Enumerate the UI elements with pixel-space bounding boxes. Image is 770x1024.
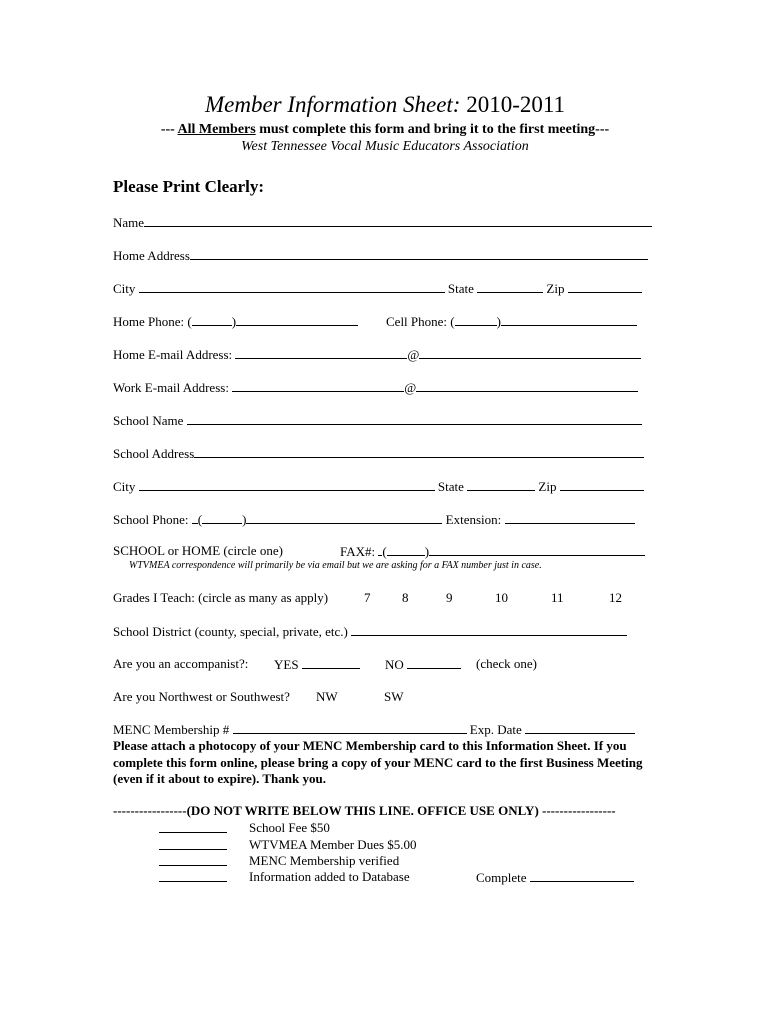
accompanist-no-field[interactable] [407, 656, 461, 669]
city-label: City [113, 281, 136, 296]
menc-label: MENC Membership # [113, 722, 230, 737]
home-email-user-field[interactable] [235, 346, 407, 359]
state-label: State [447, 281, 474, 296]
section-heading: Please Print Clearly: [113, 177, 265, 196]
check-one-note: (check one) [476, 656, 537, 671]
school-state-field[interactable] [467, 478, 535, 491]
fax-area-open: ( [382, 544, 387, 559]
school-phone-row [113, 511, 635, 527]
fax-number-field[interactable] [429, 543, 645, 556]
school-name-label: School Name [113, 413, 184, 428]
menc-instructions: Please attach a photocopy of your MENC Membership card to this Information Sheet. If you complete this form online, please bring a copy of your MENC card to the first Business Meeting (even if it about to expire). Thank you. [113, 738, 643, 786]
school-name-row [113, 412, 642, 428]
home-address-row [113, 247, 648, 263]
form-title-year: 2010-2011 [460, 92, 566, 117]
home-phone-number-field[interactable] [236, 313, 358, 326]
region-question: Are you Northwest or Southwest? [113, 689, 290, 704]
region-option-sw[interactable]: SW [384, 689, 404, 704]
name-field[interactable] [144, 214, 652, 227]
school-name-field[interactable] [187, 412, 642, 425]
accompanist-yes-field[interactable] [302, 656, 360, 669]
home-phone-area-close: ) [231, 314, 237, 329]
school-zip-field[interactable] [560, 478, 644, 491]
cell-phone-number-field[interactable] [501, 313, 637, 326]
instr-prefix: --- [160, 122, 178, 137]
school-city-state-zip-row [113, 478, 644, 494]
state-field[interactable] [477, 280, 543, 293]
office-item-blank[interactable] [159, 853, 227, 866]
school-phone-area-close: ) [242, 512, 247, 527]
accompanist-no-label: NO [385, 657, 404, 672]
name-label: Name [113, 215, 145, 230]
form-instruction [0, 122, 770, 138]
home-email-row [113, 346, 641, 362]
school-zip-label: Zip [538, 479, 557, 494]
accompanist-yes-label: YES [274, 657, 299, 672]
home-email-domain-field[interactable] [419, 346, 641, 359]
grade-option-12[interactable]: 12 [609, 590, 622, 605]
grade-option-10[interactable]: 10 [495, 590, 508, 605]
grade-option-11[interactable]: 11 [551, 590, 564, 605]
school-phone-area-open: ( [197, 512, 203, 527]
home-address-label: Home Address [113, 248, 190, 263]
school-address-field[interactable] [194, 445, 644, 458]
complete-field[interactable] [530, 869, 634, 882]
menc-number-field[interactable] [233, 721, 467, 734]
home-phone-area-open: ( [187, 314, 192, 329]
zip-label: Zip [546, 281, 565, 296]
office-item-label: School Fee $50 [249, 820, 330, 835]
school-state-label: State [437, 479, 464, 494]
form-title-text: Member Information Sheet: [204, 92, 461, 117]
district-field[interactable] [351, 623, 627, 636]
accompanist-yes-group [274, 656, 360, 672]
cell-phone-area-close: ) [496, 314, 501, 329]
grade-option-7[interactable]: 7 [364, 590, 371, 605]
city-state-zip-row [113, 280, 642, 296]
extension-field[interactable] [505, 511, 635, 524]
school-or-home-label: SCHOOL or HOME (circle one) [113, 543, 283, 558]
cell-phone-label: Cell Phone: [386, 314, 448, 329]
work-email-domain-field[interactable] [416, 379, 638, 392]
school-phone-area-field[interactable] [202, 511, 242, 524]
complete-row [476, 869, 634, 886]
home-phone-label: Home Phone: [113, 314, 185, 329]
office-item-label: MENC Membership verified [249, 853, 400, 868]
fax-label: FAX#: [340, 544, 376, 559]
fax-note: WTVMEA correspondence will primarily be via email but we are asking for a FAX number just in case. [129, 560, 542, 571]
region-option-nw[interactable]: NW [316, 689, 338, 704]
office-item-label: Information added to Database [249, 869, 410, 884]
home-phone-area-field[interactable] [192, 313, 232, 326]
cell-phone-area-open: ( [450, 314, 455, 329]
school-city-label: City [113, 479, 136, 494]
office-item-blank[interactable] [159, 837, 227, 850]
grades-label: Grades I Teach: (circle as many as apply) [113, 590, 329, 605]
office-item-row [159, 853, 400, 870]
menc-row [113, 721, 635, 737]
accompanist-label: Are you an accompanist?: [113, 656, 249, 671]
accompanist-no-group [385, 656, 461, 672]
office-item-row [159, 820, 330, 837]
office-item-label: WTVMEA Member Dues $5.00 [249, 837, 417, 852]
work-email-row [113, 379, 638, 395]
grade-option-8[interactable]: 8 [402, 590, 409, 605]
extension-label: Extension: [445, 512, 502, 527]
fax-area-close: ) [424, 544, 430, 559]
district-label: School District (county, special, private, etc.) [113, 624, 348, 639]
fax-row [340, 543, 645, 559]
school-phone-label: School Phone: [113, 512, 189, 527]
instr-rest: must complete this form and bring it to the first meeting--- [255, 122, 610, 137]
office-item-blank[interactable] [159, 869, 227, 882]
office-item-row [159, 869, 410, 886]
school-address-row [113, 445, 644, 461]
work-email-user-field[interactable] [232, 379, 404, 392]
office-use-heading: -----------------(DO NOT WRITE BELOW THIS LINE. OFFICE USE ONLY) ----------------- [113, 803, 616, 818]
instr-underlined: All Members [177, 122, 256, 137]
form-title [0, 92, 770, 118]
school-phone-number-field[interactable] [246, 511, 442, 524]
school-city-field[interactable] [139, 478, 435, 491]
fax-area-field[interactable] [387, 543, 425, 556]
exp-date-label: Exp. Date [469, 722, 522, 737]
city-field[interactable] [139, 280, 445, 293]
office-item-blank[interactable] [159, 820, 227, 833]
district-row [113, 623, 627, 639]
cell-phone-row [386, 313, 637, 329]
cell-phone-area-field[interactable] [455, 313, 497, 326]
exp-date-field[interactable] [525, 721, 635, 734]
home-email-label: Home E-mail Address: [113, 347, 233, 362]
work-email-at: @ [404, 380, 417, 395]
home-phone-row [113, 313, 358, 329]
zip-field[interactable] [568, 280, 642, 293]
home-address-field[interactable] [190, 247, 648, 260]
school-or-home-row [113, 543, 283, 559]
office-item-row [159, 837, 417, 854]
organization-name: West Tennessee Vocal Music Educators Association [241, 139, 529, 154]
work-email-label: Work E-mail Address: [113, 380, 229, 395]
name-row [113, 214, 652, 230]
school-address-label: School Address [113, 446, 195, 461]
grade-option-9[interactable]: 9 [446, 590, 453, 605]
complete-label: Complete [476, 870, 527, 885]
home-email-at: @ [407, 347, 420, 362]
